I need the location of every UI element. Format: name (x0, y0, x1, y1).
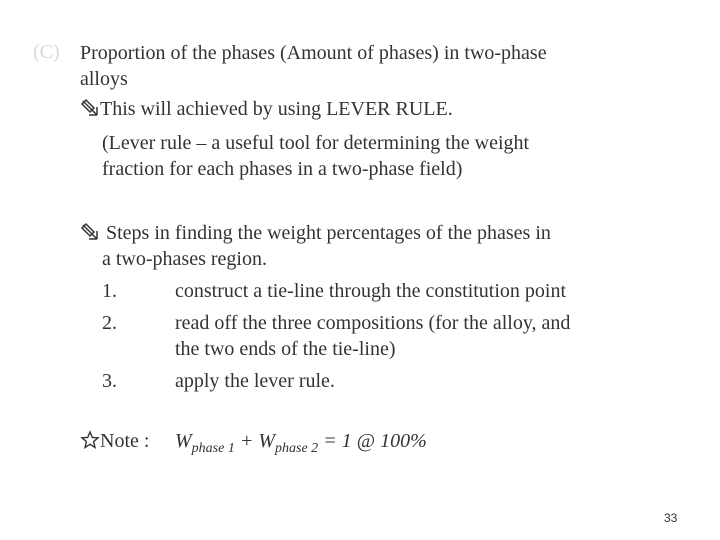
star-icon (80, 430, 100, 450)
step-2-text-line2: the two ends of the tie-line) (175, 338, 396, 360)
bullet-1-detail-line1: (Lever rule – a useful tool for determining the weight (102, 132, 530, 154)
section-heading-line1: Proportion of the phases (Amount of phases) in two-phase (80, 42, 547, 64)
formula-w1: W (175, 430, 192, 452)
lever-rule-formula (175, 428, 427, 462)
step-2-text-line1: read off the three compositions (for the alloy, and (175, 312, 571, 334)
formula-rhs: = 1 @ 100% (318, 430, 427, 452)
step-2-number: 2. (102, 312, 117, 334)
bullet-1-text: This will achieved by using LEVER RULE. (100, 98, 453, 120)
formula-sub2: phase 2 (275, 441, 319, 456)
bullet-2-text-line1: Steps in finding the weight percentages of the phases in (106, 222, 551, 244)
bullet-2-text-line2: a two-phases region. (102, 248, 267, 270)
bullet-1-detail-line2: fraction for each phases in a two-phase field) (102, 158, 463, 180)
formula-plus: + (234, 430, 259, 452)
step-1-text: construct a tie-line through the constitution point (175, 280, 567, 302)
note (80, 428, 149, 454)
bullet-1 (80, 96, 453, 122)
formula-w2: W (258, 430, 276, 452)
step-1-number: 1. (102, 280, 117, 302)
note-label: Note : (100, 430, 150, 452)
step-3-number: 3. (102, 370, 117, 392)
arrow-icon (80, 98, 100, 118)
formula-sub1: phase 1 (191, 441, 235, 456)
arrow-icon (80, 222, 100, 242)
section-heading-line2: alloys (80, 68, 128, 90)
bullet-2 (80, 220, 551, 246)
page-number: 33 (664, 511, 678, 525)
step-3-text: apply the lever rule. (175, 370, 335, 392)
section-label: (C) (33, 41, 60, 63)
